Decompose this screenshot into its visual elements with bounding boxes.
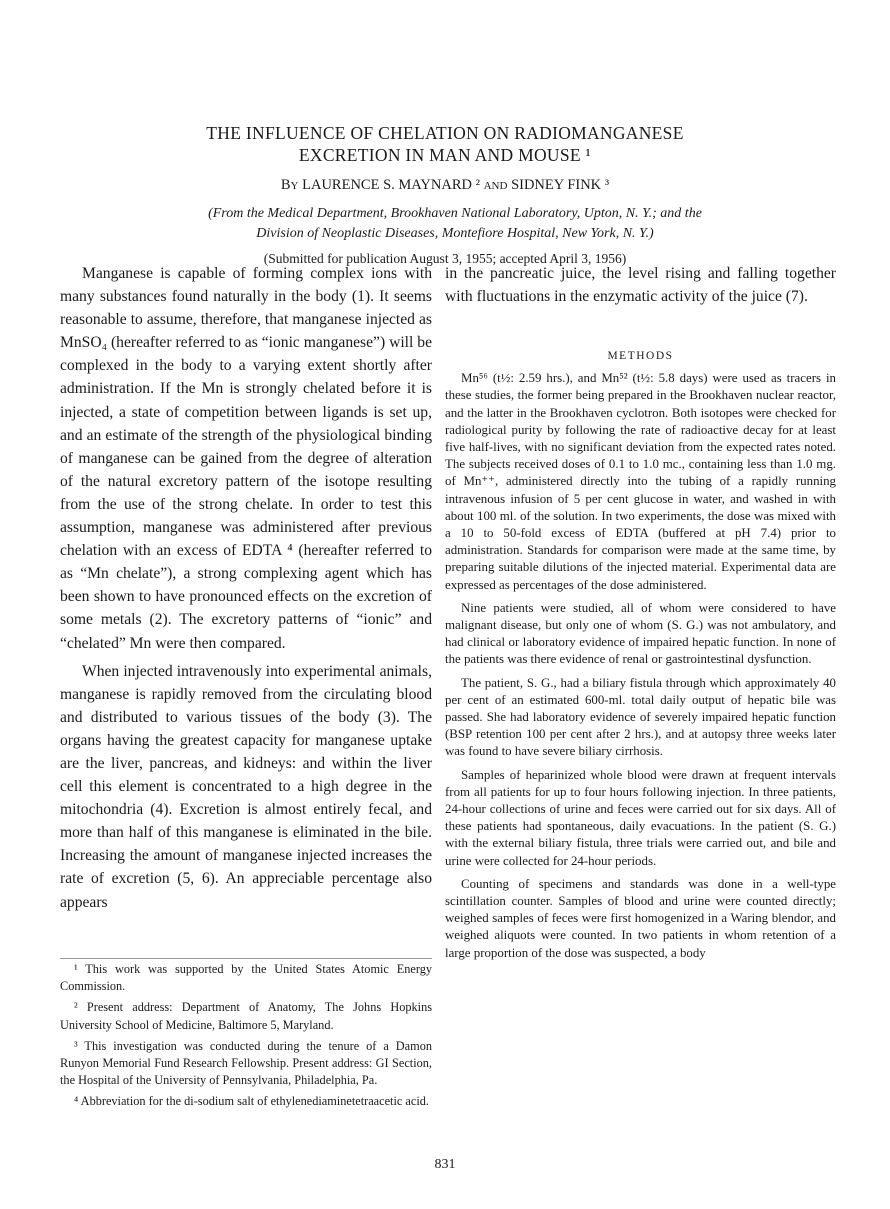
left-column	[60, 262, 432, 919]
body-paragraph: Samples of heparinized whole blood were drawn at frequent intervals from all patients for up to four hours following injection. In three patients, 24-hour collections of urine and feces were carried out for six days. All of these patients had spontaneous, daily evacuations. In the patient (S. G.) with the external biliary fistula, three trials were carried out, and bile and urine were collected for 24-hour periods.	[445, 767, 836, 868]
by-label: B	[280, 177, 291, 193]
body-paragraph: in the pancreatic juice, the level rising and falling together with fluctuations in the enzymatic activity of the juice (7).	[445, 265, 836, 306]
affiliation	[135, 204, 775, 244]
right-column	[445, 262, 836, 968]
footnotes	[60, 958, 432, 1115]
footnote: ⁴ Abbreviation for the di-sodium salt of ethylenediaminetetraacetic acid.	[74, 1094, 429, 1109]
author-name: LAURENCE S. MAYNARD ²	[302, 177, 480, 193]
affiliation-line: (From the Medical Department, Brookhaven National Laboratory, Upton, N. Y.; and the	[208, 206, 702, 221]
body-paragraph: Counting of specimens and standards was done in a well-type scintillation counter. Samples of blood and urine were counted directly; weighed samples of feces were first homogenized in a Waring blendor, and weighed aliquots were counted. In two patients in whom retention of a large proportion of the dose was suspected, a body	[445, 876, 836, 960]
body-paragraph: Nine patients were studied, all of whom were considered to have malignant disease, but only one of whom (S. G.) was not ambulatory, and had clinical or laboratory evidence of impaired hepatic function. In none of the patients was there evidence of renal or gastrointestinal dysfunction.	[445, 600, 836, 667]
author-line	[0, 177, 890, 194]
author-name: SIDNEY FINK ³	[511, 177, 610, 193]
footnote: ¹ This work was supported by the United States Atomic Energy Commission.	[60, 962, 432, 994]
body-paragraph: When injected intravenously into experimental animals, manganese is rapidly removed from the circulating blood and distributed to various tissues of the body (3). The organs having the greatest capacity for manganese uptake are the liver, pancreas, and kidneys: and within the liver cell this element is concentrated to a high degree in the mitochondria (4). Excretion is almost entirely fecal, and more than half of this manganese is eliminated in the bile. Increasing the amount of manganese injected increases the rate of excretion (5, 6). An appreciable percentage also appears	[60, 662, 432, 911]
affiliation-line: Division of Neoplastic Diseases, Montefiore Hospital, New York, N. Y.)	[256, 226, 654, 241]
article-title	[0, 122, 890, 166]
section-heading-methods: METHODS	[607, 350, 674, 363]
body-paragraph: Mn⁵⁶ (t½: 2.59 hrs.), and Mn⁵² (t½: 5.8 days) were used as tracers in these studies, the former being prepared in the Brookhaven nuclear reactor, and the latter in the Brookhaven cyclotron. Both isotopes were checked for radiological purity by following the rate of radioactive decay for at least five half-lives, with no significant deviation from the expected rates noted. The subjects received doses of 0.1 to 1.0 mc., containing less than 1.0 mg. of Mn⁺⁺, administered directly into the tubing of a rapidly running intravenous infusion of 5 per cent glucose in water, and washed in with about 100 ml. of the solution. In two experiments, the dose was mixed with a 10 to 50-fold excess of EDTA (buffered at pH 7.4) prior to administration. Standards for comparison were made at the same time, by preparing suitable dilutions of the injected material. Experimental data are expressed as percentages of the dose administered.	[445, 371, 836, 592]
footnote: ³ This investigation was conducted during the tenure of a Damon Runyon Memorial Fund Research Fellowship. Present address: GI Section, the Hospital of the University of Pennsylvania, Philadelphia, Pa.	[60, 1038, 432, 1088]
submission-dates: (Submitted for publication August 3, 1955; accepted April 3, 1956)	[263, 251, 627, 266]
footnote: ² Present address: Department of Anatomy, The Johns Hopkins University School of Medicine, Baltimore 5, Maryland.	[60, 1000, 432, 1032]
and-label: AND	[483, 180, 508, 192]
title-line: EXCRETION IN MAN AND MOUSE ¹	[298, 145, 592, 165]
body-paragraph: The patient, S. G., had a biliary fistula through which approximately 40 per cent of an estimated 600-ml. total daily output of hepatic bile was passed. She had laboratory evidence of severely impaired hepatic function (BSP retention 100 per cent after 2 hrs.), and at autopsy three weeks later was found to have severe biliary cirrhosis.	[445, 675, 836, 759]
body-paragraph: Manganese is capable of forming complex ions with many substances found naturally in the body (1). It seems reasonable to assume, therefore, that manganese injected as MnSO₄ (hereafter referred to as “ionic manganese”) will be complexed in the body to a varying extent shortly after administration. If the Mn is strongly chelated before it is injected, a state of competition between ligands is set up, and an estimate of the strength of the physiological binding of manganese can be gained from the degree of alteration of the natural excretory pattern of the isotope resulting from the use of the strong chelate. In order to test this assumption, manganese was administered after previous chelation with an excess of EDTA ⁴ (hereafter referred to as “Mn chelate”), a strong complexing agent which has been shown to have pronounced effects on the excretion of some metals (2). The excretory patterns of “ionic” and “chelated” Mn were then compared.	[60, 265, 432, 652]
page-number: 831	[434, 1157, 456, 1172]
by-label-sc: Y	[290, 180, 299, 192]
title-line: THE INFLUENCE OF CHELATION ON RADIOMANGANESE	[206, 123, 684, 143]
